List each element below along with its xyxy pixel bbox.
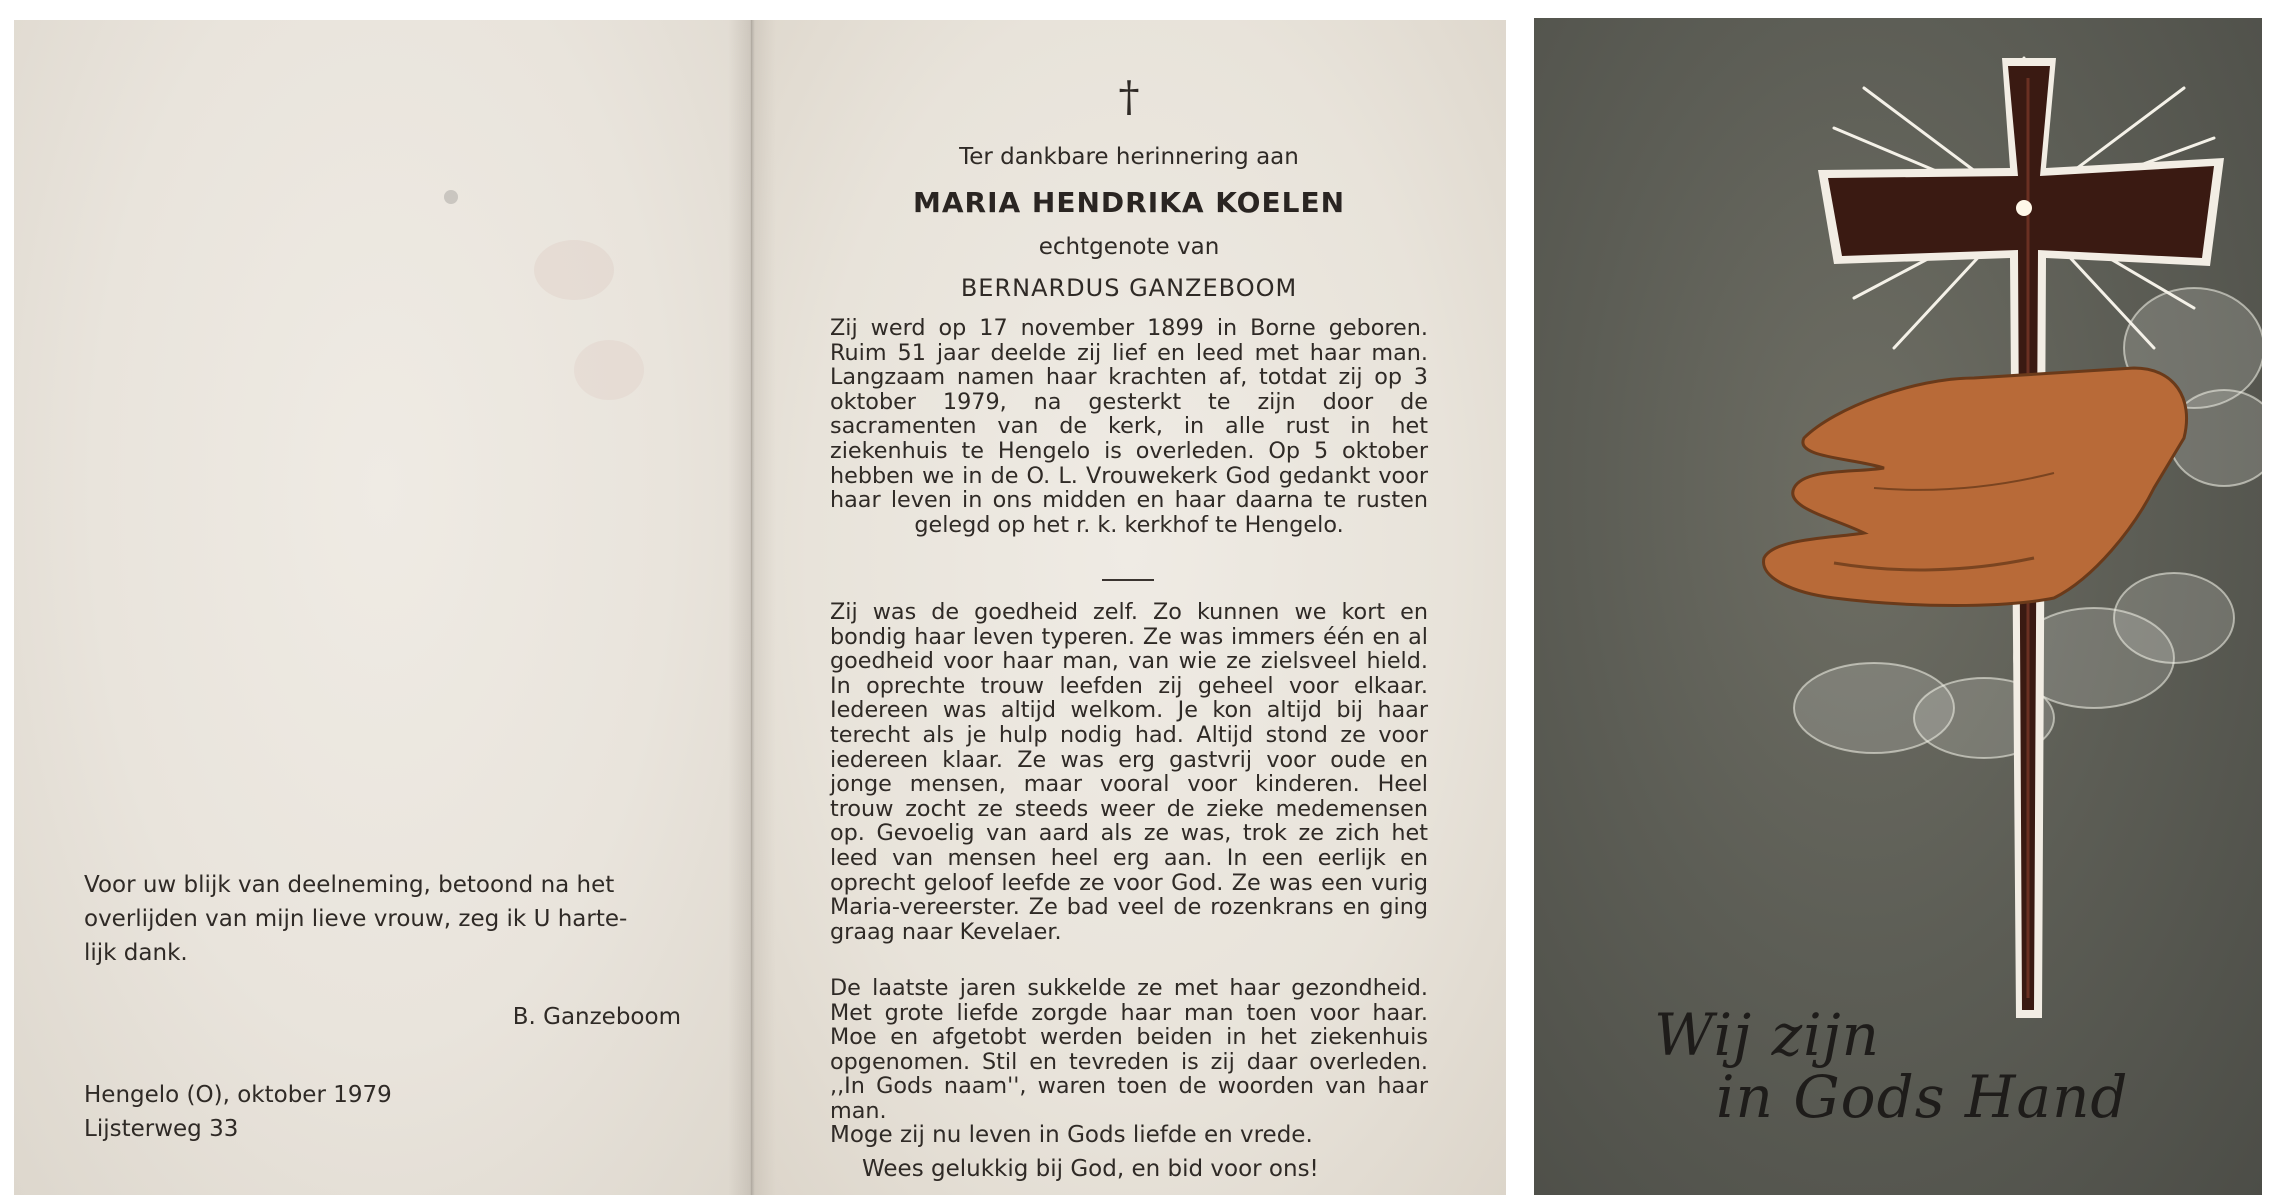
cross-icon: †	[1118, 72, 1140, 121]
divider	[1102, 579, 1154, 581]
left-page	[14, 20, 752, 1195]
closing-line: Moge zij nu leven in Gods liefde en vrede.	[830, 1122, 1313, 1148]
thanks-message	[84, 868, 684, 970]
stain-mark	[444, 190, 458, 204]
tribute-paragraph: Zij was de goedheid zelf. Zo kunnen we kort en bondig haar leven typeren. Ze was immers één en al goedheid voor haar man, van wie ze zielsveel hield. In oprechte trouw leefden zij geheel voor elkaar. Iedereen was altijd welkom. Je kon altijd bij haar terecht als je hulp nodig had. Altijd stond ze voor iedereen klaar. Ze was erg gastvrij voor oude en jonge mensen, maar vooral voor kinderen. Heel trouw zocht ze steeds weer de zieke medemensen op. Gevoelig van aard als ze was, trok ze zich het leed van mensen heel erg aan. In een eerlijk en oprecht geloof leefde ze voor God. Ze was een vurig Maria-vereerster. Ze bad veel de rozenkrans en ging graag naar Kevelaer.	[830, 599, 1428, 945]
thanks-line: lijk dank.	[84, 940, 188, 966]
thanks-line: Voor uw blijk van deelneming, betoond na het	[84, 872, 615, 898]
final-years-paragraph: De laatste jaren sukkelde ze met haar gezondheid. Met grote liefde zorgde haar man toen voor haar. Moe en afgetobt werden beiden in het ziekenhuis opgenomen. Stil en tevreden is zij daar overleden. ,,In Gods naam'', waren toen de woorden van haar man.	[830, 975, 1428, 1124]
deceased-name: MARIA HENDRIKA KOELEN	[912, 186, 1346, 219]
stain-mark	[574, 340, 644, 400]
caption-line: in Gods Hand	[1716, 1063, 2129, 1131]
devotional-image-card	[1534, 18, 2262, 1195]
middle-page	[752, 20, 1506, 1195]
relation-line: echtgenote van	[1038, 234, 1220, 260]
place-date-block	[84, 1078, 392, 1146]
biography-paragraph: Zij werd op 17 november 1899 in Borne geboren. Ruim 51 jaar deelde zij lief en leed met haar man. Langzaam namen haar krachten af, totdat zij op 3 oktober 1979, na gesterkt te zijn door de sacramenten van de kerk, in alle rust in het ziekenhuis te Hengelo is overleden. Op 5 oktober hebben we in de O. L. Vrouwekerk God gedankt voor haar leven in ons midden en haar daarna te rusten gelegd op het r. k. kerkhof te Hengelo.	[830, 315, 1428, 538]
stain-mark	[534, 240, 614, 300]
place-date: Hengelo (O), oktober 1979	[84, 1082, 392, 1108]
caption-line: Wij zijn	[1654, 1001, 1881, 1069]
fold-crease	[728, 20, 776, 1195]
hand-icon	[1764, 368, 2187, 606]
spouse-name: BERNARDUS GANZEBOOM	[960, 274, 1298, 302]
intro-line: Ter dankbare herinnering aan	[959, 144, 1299, 170]
address: Lijsterweg 33	[84, 1116, 239, 1142]
closing-line: Wees gelukkig bij God, en bid voor ons!	[862, 1156, 1319, 1182]
thanks-line: overlijden van mijn lieve vrouw, zeg ik U harte-	[84, 906, 628, 932]
card-caption	[1654, 1001, 2174, 1131]
signature: B. Ganzeboom	[512, 1004, 681, 1030]
